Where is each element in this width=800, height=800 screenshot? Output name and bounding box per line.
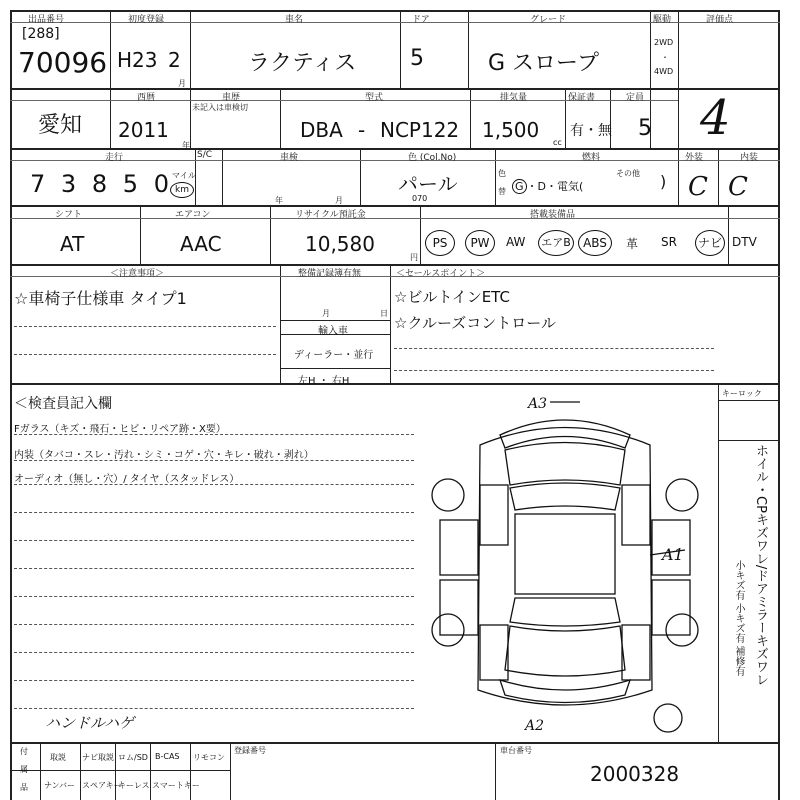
tire-left-rear — [432, 614, 464, 646]
left-quarter — [480, 625, 508, 680]
left-front-door — [440, 520, 478, 575]
lot-number: 70096 — [18, 46, 108, 79]
model-year: 2011 — [118, 118, 169, 142]
front-bumper — [500, 420, 630, 448]
interior-grade: C — [728, 172, 748, 202]
door-header: ドア — [412, 15, 430, 25]
right-front-fender — [622, 485, 650, 545]
chassis-number: 2000328 — [590, 762, 680, 786]
sales-point-1: ☆ビルトインETC — [394, 288, 510, 306]
sales-point-2: ☆クルーズコントロール — [394, 314, 556, 332]
damage-a3: A3 — [528, 396, 548, 412]
windshield — [510, 483, 620, 510]
equip-sr: SR — [661, 235, 677, 249]
displacement: 1,500 — [482, 118, 540, 142]
inspector-heading: ＜検査員記入欄 — [14, 396, 112, 412]
notes: ☆車椅子仕様車 タイプ1 — [14, 289, 187, 308]
capacity: 5 — [638, 116, 652, 141]
left-front-fender — [480, 485, 508, 545]
car-name: ラクティス — [248, 51, 357, 76]
aircon-value: AAC — [180, 232, 222, 256]
location: 愛知 — [38, 113, 83, 138]
mileage: 7 3 8 5 0 — [30, 170, 173, 198]
inspector-interior: 内装（タバコ・スレ・汚れ・シミ・コゲ・穴・キレ・破れ・剥れ） — [14, 450, 314, 461]
hood — [505, 443, 625, 486]
car-diagram — [420, 390, 710, 740]
trunk — [505, 626, 625, 676]
grade-header: グレード — [530, 15, 567, 25]
score-header: 評価点 — [706, 15, 734, 25]
inspector-audio: オーディオ（無し・穴）/ タイヤ（スタッドレス） — [14, 474, 240, 485]
damage-a2: A2 — [525, 718, 545, 734]
score-value: 4 — [700, 90, 731, 146]
inspector-glass: Fガラス（キズ・飛石・ヒビ・リペア跡・X要） — [14, 424, 226, 435]
roof — [515, 514, 615, 594]
vertical-note: ホイル・CPキズワレ/ドアミラーキズワレ — [753, 444, 768, 687]
car-name-header: 車名 — [285, 15, 304, 25]
drive-header: 駆動 — [653, 15, 672, 25]
right-quarter — [622, 625, 650, 680]
tire-right-front — [666, 479, 698, 511]
border-left — [10, 10, 12, 800]
model-prefix: DBA — [300, 118, 343, 142]
lot-prefix: [288] — [22, 26, 60, 42]
first-reg-month: 2 — [168, 48, 181, 72]
lot-header: 出品番号 — [28, 15, 65, 25]
recycle-fee: 10,580 — [305, 232, 375, 256]
doors: 5 — [410, 46, 424, 71]
handwritten-note: ハンドルハゲ — [45, 714, 134, 732]
exterior-grade: C — [688, 172, 708, 202]
damage-a1: A1 — [662, 545, 684, 564]
equip-dtv: DTV — [732, 235, 757, 249]
model-code: NCP122 — [380, 118, 460, 142]
color: パール — [398, 172, 458, 196]
rear-bumper — [500, 680, 630, 703]
first-reg-year: H23 — [117, 48, 158, 72]
rear-window — [510, 598, 620, 626]
tire-left-front — [432, 479, 464, 511]
equip-airbag: エアB — [538, 230, 574, 256]
equip-ps: PS — [425, 230, 455, 256]
equip-leather: 革 — [626, 237, 639, 251]
vertical-sub: 小キズ有 小キズ有 補修有 — [733, 560, 744, 677]
equip-abs: ABS — [578, 230, 612, 256]
fuel: G ・D・電気( — [512, 178, 583, 194]
equip-pw: PW — [465, 230, 495, 256]
border-right — [778, 10, 780, 800]
left-rear-door — [440, 580, 478, 635]
equip-aw: AW — [506, 235, 526, 249]
spare-tire — [654, 704, 682, 732]
shift-value: AT — [60, 232, 85, 256]
km-unit: km — [170, 182, 194, 198]
first-reg-header: 初度登録 — [128, 15, 165, 25]
warranty: 有・無 — [570, 123, 612, 139]
tire-right-rear — [666, 614, 698, 646]
grade: G スロープ — [488, 51, 599, 76]
car-body-outline — [478, 428, 652, 706]
equip-navi: ナビ — [695, 230, 725, 256]
right-rear-door — [652, 580, 690, 635]
